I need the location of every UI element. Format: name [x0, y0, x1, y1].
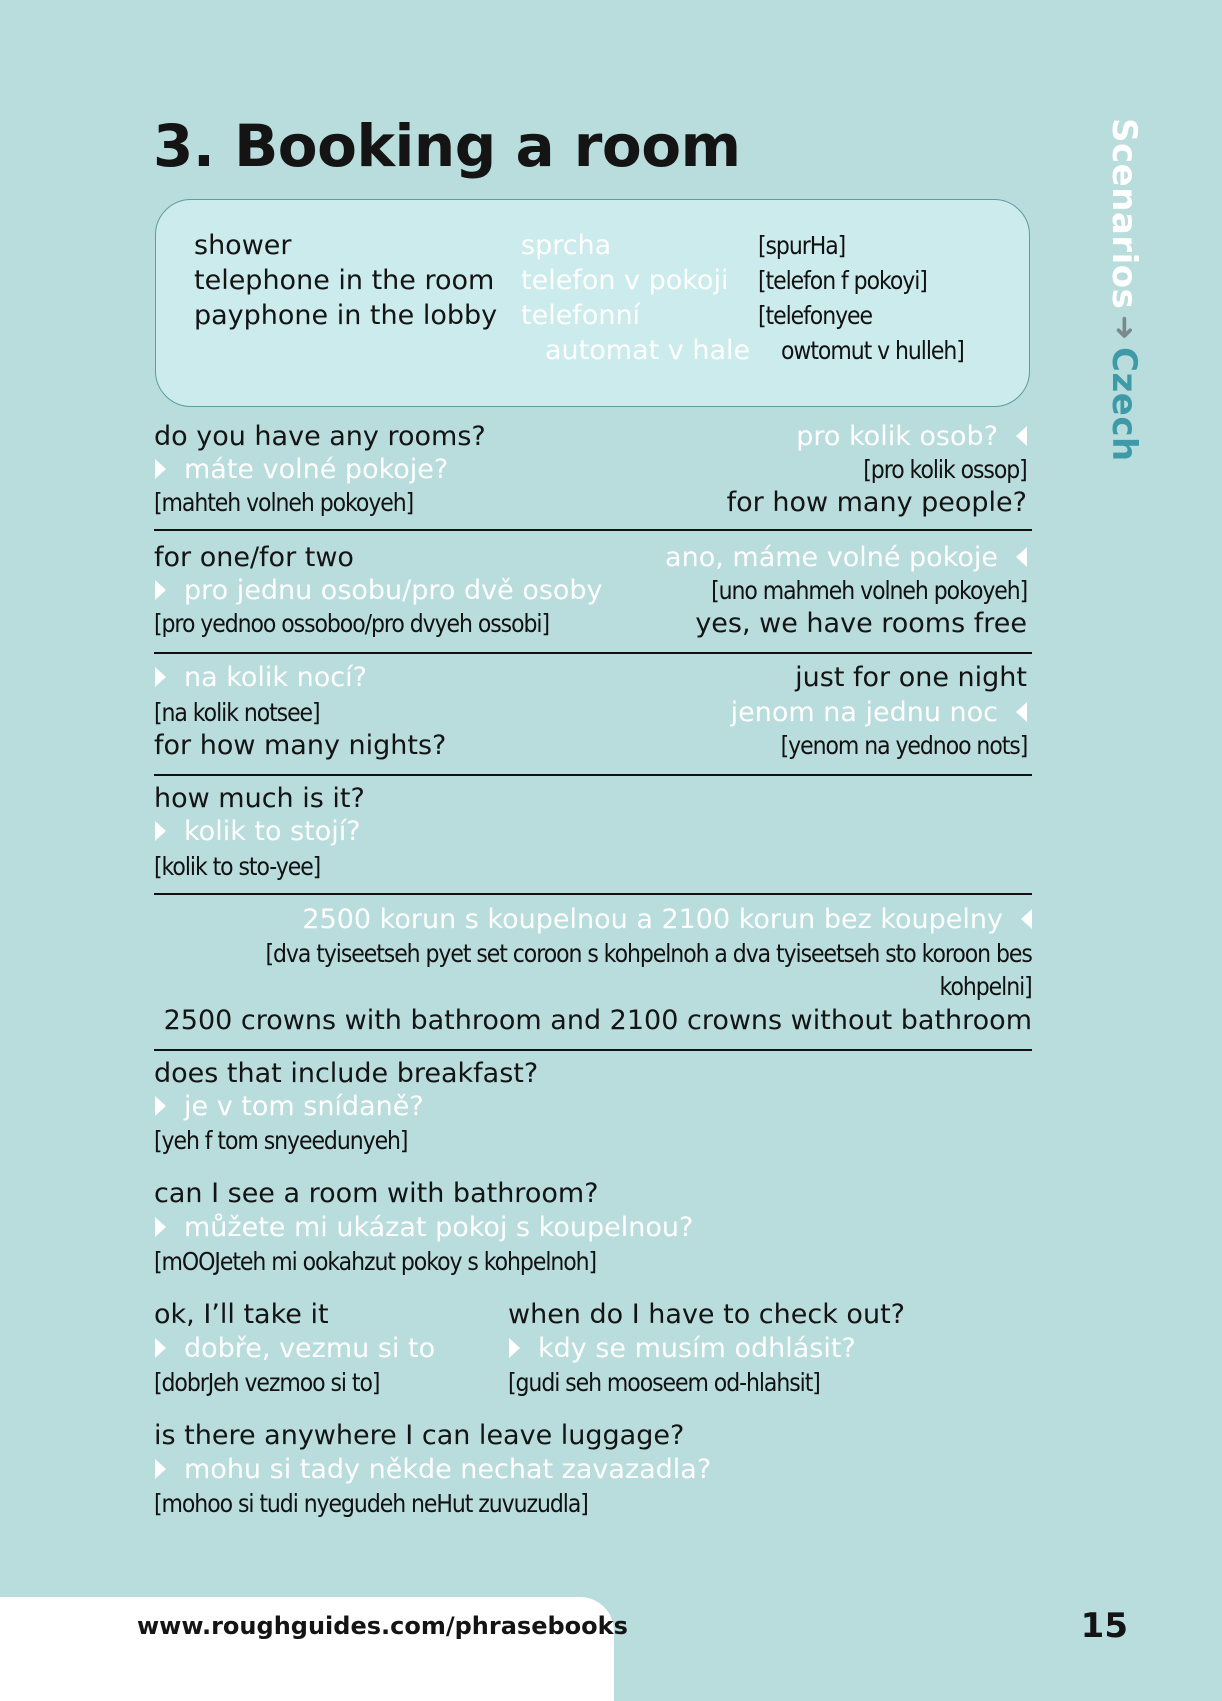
phrase-pron: [na kolik notsee] [154, 698, 320, 727]
phrase-pron: kohpelni] [939, 972, 1032, 1001]
vocab-cz: telefon v pokoji [521, 265, 729, 296]
phrase-cz: ano, máme volné pokoje [665, 541, 1027, 574]
phrase-en: ok, I’ll take it [154, 1299, 329, 1330]
phrase-cz: pro kolik osob? [796, 420, 1027, 453]
divider [154, 774, 1032, 776]
divider [154, 893, 1032, 895]
phrase-en: for how many people? [726, 487, 1027, 518]
phrase-en: when do I have to check out? [508, 1299, 905, 1330]
phrase-en: does that include breakfast? [154, 1058, 539, 1089]
phrase-pron: [dva tyiseetseh pyet set coroon s kohpelnoh a dva tyiseetseh sto koroon bes [265, 939, 1032, 968]
phrase-pron: [mahteh volneh pokoyeh] [154, 488, 414, 517]
phrase-pron: [mOOJeteh mi ookahzut pokoy s kohpelnoh] [154, 1247, 597, 1276]
phrase-cz: dobře, vezmu si to [155, 1332, 435, 1365]
phrase-en: can I see a room with bathroom? [154, 1178, 599, 1209]
divider [154, 529, 1032, 531]
phrase-en: for one/for two [154, 542, 354, 573]
vocab-en: shower [194, 230, 292, 261]
phrase-pron: [uno mahmeh volneh pokoyeh] [710, 576, 1027, 605]
arrow-right-icon: ➜ [1107, 315, 1142, 342]
vocab-en: telephone in the room [194, 265, 495, 296]
phrase-pron: [pro kolik ossop] [863, 455, 1027, 484]
vocab-cz: sprcha [521, 230, 612, 261]
vocab-pron: [telefonyee [758, 301, 873, 330]
phrase-cz: na kolik nocí? [155, 661, 367, 694]
phrase-pron: [gudi seh mooseem od-hlahsit] [508, 1368, 820, 1397]
side-tab-section: Scenarios [1104, 118, 1144, 310]
phrase-en: for how many nights? [154, 730, 447, 761]
section-side-tab [1104, 118, 1144, 462]
phrase-pron: [kolik to sto-yee] [154, 852, 321, 881]
phrase-en: is there anywhere I can leave luggage? [154, 1420, 685, 1451]
phrase-pron: [yeh f tom snyeedunyeh] [154, 1126, 408, 1155]
page-number: 15 [1080, 1606, 1128, 1646]
phrase-cz: 2500 korun s koupelnou a 2100 korun bez koupelny [302, 903, 1032, 936]
phrase-cz: je v tom snídaně? [155, 1090, 424, 1123]
vocab-pron: owtomut v hulleh] [781, 336, 964, 365]
vocab-en: payphone in the lobby [194, 300, 498, 331]
phrase-cz: kolik to stojí? [155, 815, 361, 848]
vocab-pron: [spurHa] [758, 231, 846, 260]
phrase-en: do you have any rooms? [154, 421, 486, 452]
side-tab-language: Czech [1104, 347, 1144, 462]
phrase-en: 2500 crowns with bathroom and 2100 crowns without bathroom [163, 1005, 1032, 1036]
page-title: 3. Booking a room [153, 112, 741, 180]
phrase-en: just for one night [795, 662, 1027, 693]
phrase-cz: jenom na jednu noc [731, 696, 1027, 729]
phrase-en: yes, we have rooms free [695, 608, 1027, 639]
phrase-pron: [yenom na yednoo nots] [780, 731, 1027, 760]
vocab-pron: [telefon f pokoyi] [758, 266, 927, 295]
phrase-pron: [mohoo si tudi nyegudeh neHut zuvuzudla] [154, 1489, 588, 1518]
phrase-cz: máte volné pokoje? [155, 453, 448, 486]
phrase-cz: můžete mi ukázat pokoj s koupelnou? [155, 1211, 693, 1244]
divider [154, 652, 1032, 654]
vocab-cz: automat v hale [545, 335, 751, 366]
phrase-cz: mohu si tady někde nechat zavazadla? [155, 1453, 711, 1486]
phrase-cz: pro jednu osobu/pro dvě osoby [155, 574, 603, 607]
footer-url-link[interactable]: www.roughguides.com/phrasebooks [137, 1612, 628, 1640]
phrase-pron: [pro yednoo ossoboo/pro dvyeh ossobi] [154, 609, 549, 638]
phrase-cz: kdy se musím odhlásit? [509, 1332, 856, 1365]
phrase-en: how much is it? [154, 783, 365, 814]
phrase-pron: [dobrJeh vezmoo si to] [154, 1368, 380, 1397]
vocab-cz: telefonní [521, 300, 641, 331]
divider [154, 1049, 1032, 1051]
